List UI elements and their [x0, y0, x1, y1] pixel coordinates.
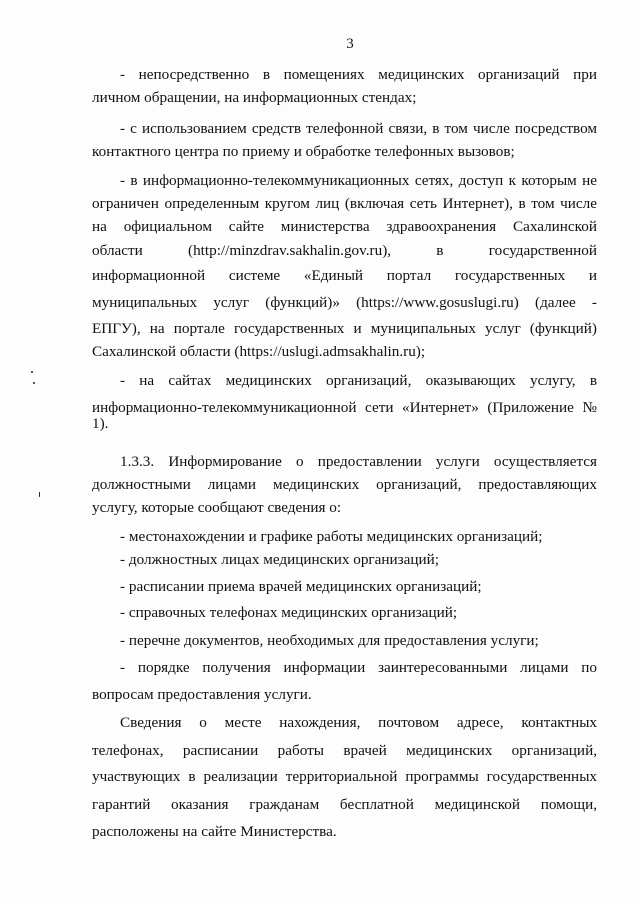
text-line: - на сайтах медицинских организаций, оказывающих услугу, в [120, 372, 597, 389]
text-line: ЕПГУ), на портале государственных и муниципальных услуг (функций) [92, 320, 597, 337]
scan-speck [33, 382, 35, 384]
list-item: - перечне документов, необходимых для предоставления услуги; [120, 632, 539, 649]
text-line: личном обращении, на информационных стендах; [92, 89, 417, 106]
text-line: телефонах, расписании работы врачей медицинских организаций, [92, 742, 597, 759]
text-line: информационно-телекоммуникационной сети «Интернет» (Приложение № [92, 399, 597, 416]
text-line: участвующих в реализации территориальной программы государственных [92, 768, 597, 785]
page-number: 3 [346, 36, 354, 52]
text-line: - непосредственно в помещениях медицинских организаций при [120, 66, 597, 83]
list-item: - местонахождении и графике работы медицинских организаций; [120, 528, 543, 545]
text-line: расположены на сайте Министерства. [92, 823, 337, 840]
list-item: - порядке получения информации заинтересованными лицами по [120, 659, 597, 676]
text-line: Сахалинской области (https://uslugi.admsakhalin.ru); [92, 343, 426, 360]
text-line: муниципальных услуг (функций)» (https://www.gosuslugi.ru) (далее - [92, 294, 597, 311]
list-item: - справочных телефонах медицинских организаций; [120, 604, 458, 621]
text-line: Сведения о месте нахождения, почтовом адресе, контактных [120, 714, 597, 731]
text-line: гарантий оказания гражданам бесплатной медицинской помощи, [92, 796, 597, 813]
text-line: - в информационно-телекоммуникационных сетях, доступ к которым не [120, 172, 597, 189]
text-line: области (http://minzdrav.sakhalin.gov.ru), в государственной [92, 242, 597, 259]
text-line: контактного центра по приему и обработке телефонных вызовов; [92, 143, 515, 160]
text-line: - с использованием средств телефонной связи, в том числе посредством [120, 120, 597, 137]
text-line: 1.3.3. Информирование о предоставлении услуги осуществляется [120, 453, 597, 470]
scan-speck [39, 492, 40, 497]
text-line: услугу, которые сообщают сведения о: [92, 499, 342, 516]
scan-speck [31, 371, 33, 373]
list-item: - должностных лицах медицинских организаций; [120, 551, 439, 568]
text-line: вопросам предоставления услуги. [92, 686, 312, 703]
text-line: 1). [92, 415, 109, 432]
text-line: информационной системе «Единый портал государственных и [92, 267, 597, 284]
text-line: на официальном сайте министерства здравоохранения Сахалинской [92, 218, 597, 235]
text-line: должностными лицами медицинских организаций, предоставляющих [92, 476, 597, 493]
text-line: ограничен определенным кругом лиц (включая сеть Интернет), в том числе [92, 195, 597, 212]
list-item: - расписании приема врачей медицинских организаций; [120, 578, 482, 595]
